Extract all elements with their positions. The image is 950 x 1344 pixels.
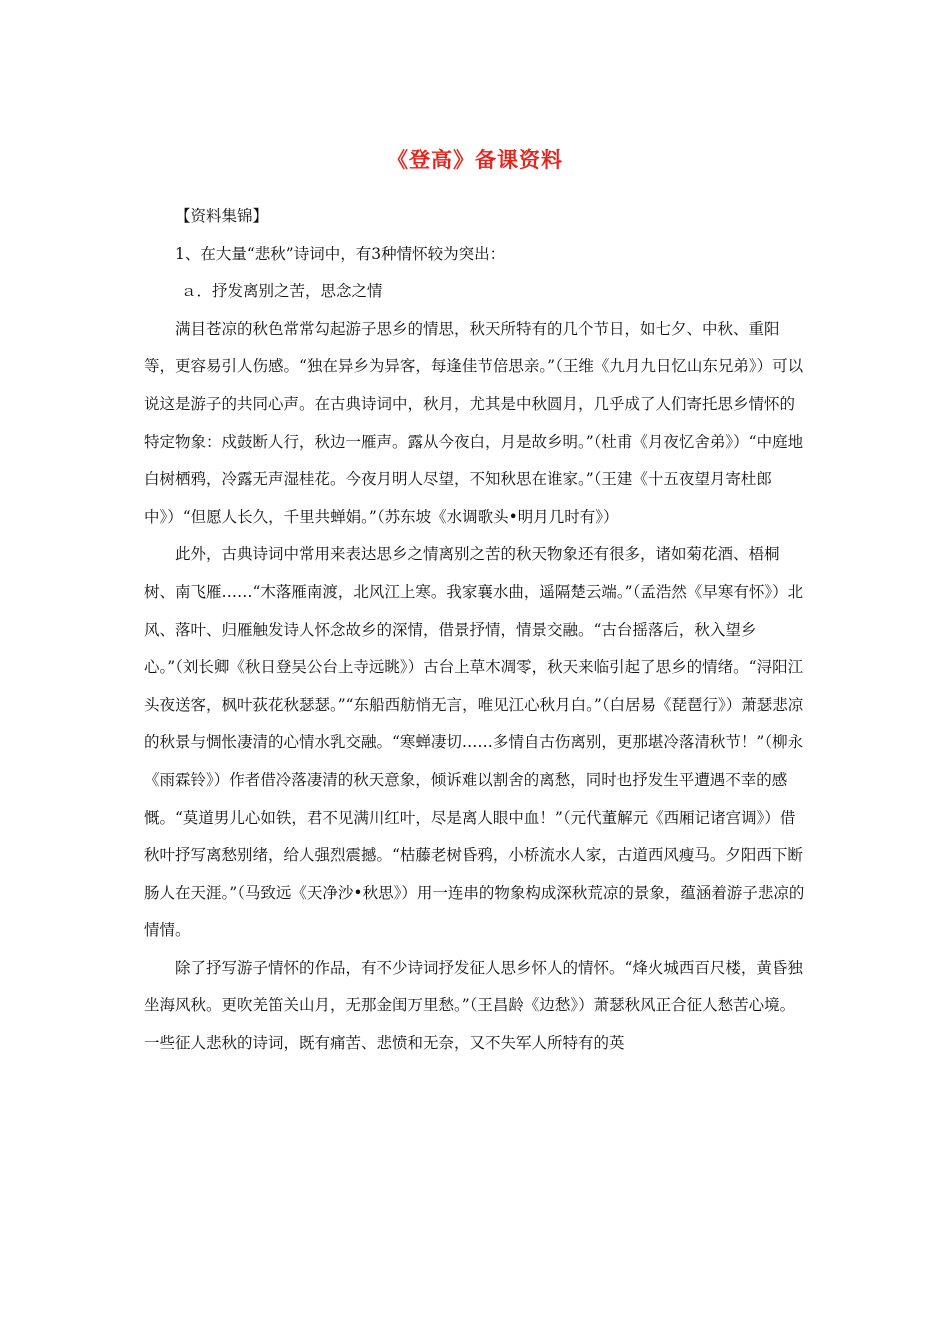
paragraph-1: 满目苍凉的秋色常常勾起游子思乡的情思，秋天所特有的几个节日，如七夕、中秋、重阳等，更容易引人伤感。“独在异乡为异客，每逢佳节倍思亲。”（王维《九月九日忆山东兄弟》）可以说这是游子的共同心声。在古典诗词中，秋月，尤其是中秋圆月，几乎成了人们寄托思乡情怀的特定物象：戍鼓断人行，秋边一雁声。露从今夜白，月是故乡明。”（杜甫《月夜忆舍弟》）“中庭地白树栖鸦，冷露无声湿桂花。今夜月明人尽望，不知秋思在谁家。”（王建《十五夜望月寄杜郎中》）“但愿人长久，千里共蝉娟。”（苏东坡《水调歌头•明月几时有》） bbox=[144, 319, 804, 526]
paragraph-2: 此外，古典诗词中常用来表达思乡之情离别之苦的秋天物象还有很多，诸如菊花酒、梧桐树、南飞雁……“木落雁南渡，北风江上寒。我家襄水曲，遥隔楚云端。”（孟浩然《早寒有怀》）北风、落叶、归雁触发诗人怀念故乡的深情，借景抒情，情景交融。“古台摇落后，秋入望乡心。”（刘长卿《秋日登吴公台上寺远眺》）古台上草木凋零，秋天来临引起了思乡的情绪。“浔阳江头夜送客，枫叶荻花秋瑟瑟。”“东船西舫悄无言，唯见江心秋月白。”（白居易《琵琶行》）萧瑟悲凉的秋景与惆怅凄清的心情水乳交融。“寒蝉凄切……多情自古伤离别，更那堪冷落清秋节！”（柳永《雨霖铃》）作者借冷落凄清的秋天意象，倾诉难以割舍的离愁，同时也抒发生平遭遇不幸的感慨。“莫道男儿心如铁，君不见满川红叶，尽是离人眼中血！”（元代董解元《西厢记诸宫调》）借秋叶抒写离愁别绪，给人强烈震撼。“枯藤老树昏鸦，小桥流水人家，古道西风瘦马。夕阳西下断肠人在天涯。”（马致远《天净沙•秋思》）用一连串的物象构成深秋荒凉的景象，蕴涵着游子悲凉的情情。 bbox=[144, 545, 805, 940]
sub-point-a: ａ．抒发离别之苦，思念之情 bbox=[181, 282, 383, 301]
paragraph-3: 除了抒写游子情怀的作品，有不少诗词抒发征人思乡怀人的情怀。“烽火城西百尺楼，黄昏独坐海风秋。更吹羌笛关山月，无那金闺万里愁。”（王昌龄《边愁》）萧瑟秋风正合征人愁苦心境。一些征人悲秋的诗词，既有痛苦、悲愤和无奈，又不失军人所特有的英 bbox=[144, 958, 803, 1053]
document-body bbox=[144, 198, 808, 1063]
point-1: 1、在大量“悲秋”诗词中，有3种情怀较为突出： bbox=[175, 244, 506, 263]
document-title: 《登高》备课资料 bbox=[387, 147, 563, 172]
section-header: 【资料集锦】 bbox=[175, 207, 269, 225]
